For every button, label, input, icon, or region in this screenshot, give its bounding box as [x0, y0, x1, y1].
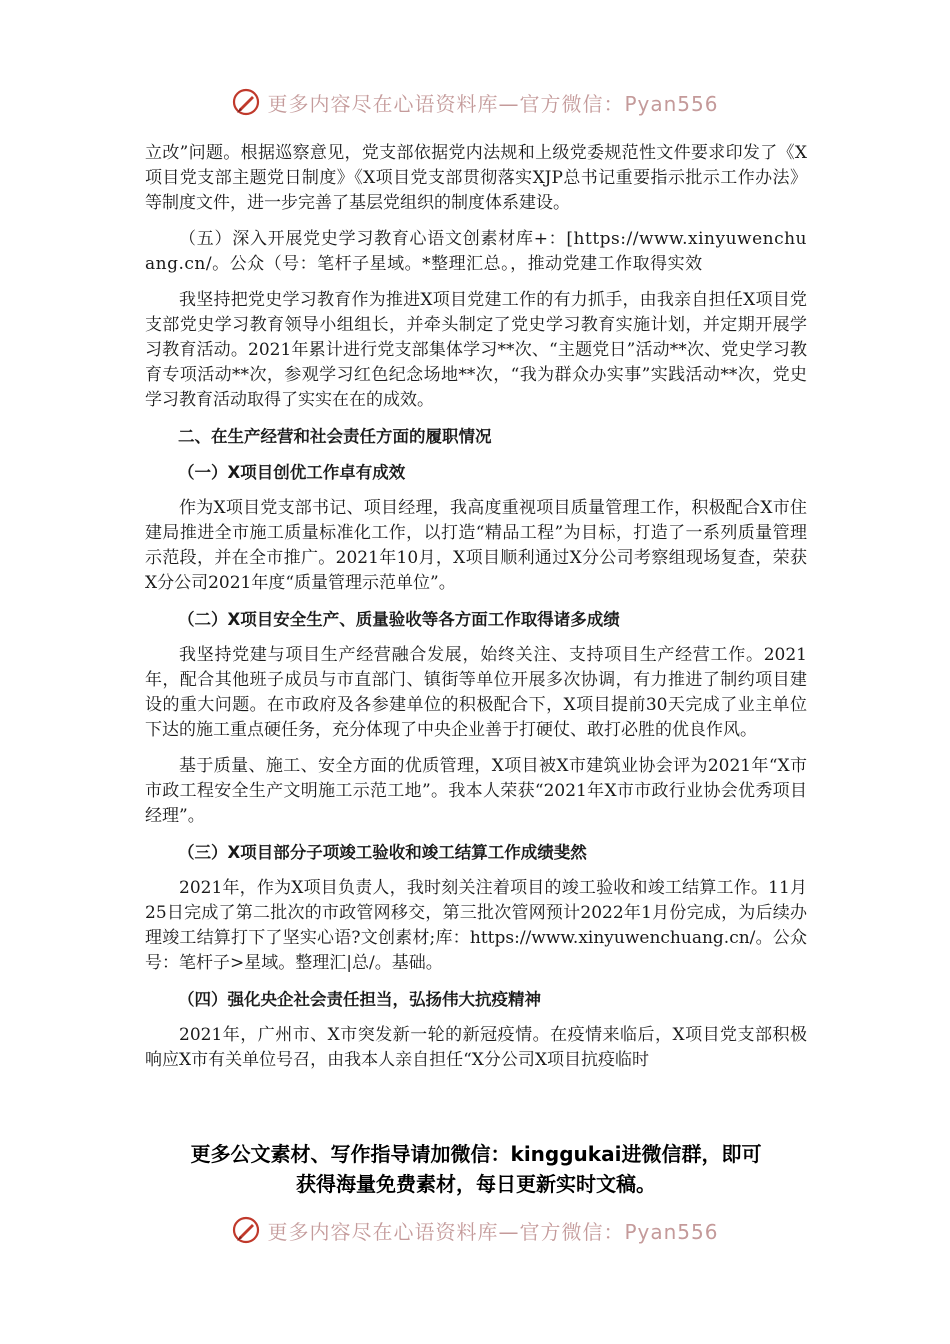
- paragraph-3: 我坚持把党史学习教育作为推进X项目党建工作的有力抓手，由我亲自担任X项目党支部党史学习教育领导小组组长，并牵头制定了党史学习教育实施计划，并定期开展学习教育活动。2021年累计进行党支部集体学习**次、“主题党日”活动**次、党史学习教育专项活动**次，参观学习红色纪念场地**次，“我为群众办实事”实践活动**次，党史学习教育活动取得了实实在在的成效。: [145, 290, 807, 410]
- subsection-3-heading: （三）X项目部分子项竣工验收和竣工结算工作成绩斐然: [178, 843, 587, 862]
- section-5-heading: （五）深入开展党史学习教育心语文创素材库+：[https://www.xinyuwenchuang.cn/。公众（号：笔杆子星域。*整理汇总。，推动党建工作取得实效: [145, 229, 807, 274]
- document-body: [145, 141, 807, 1084]
- paragraph-6: 基于质量、施工、安全方面的优质管理，X项目被X市建筑业协会评为2021年“X市市政工程安全生产文明施工示范工地”。我本人荣获“2021年X市市政行业协会优秀项目经理”。: [145, 756, 807, 826]
- paragraph-4: 作为X项目党支部书记、项目经理，我高度重视项目质量管理工作，积极配合X市住建局推进全市施工质量标准化工作，以打造“精品工程”为目标，打造了一系列质量管理示范段，并在全市推广。2021年10月，X项目顺利通过X分公司考察组现场复查，荣获X分公司2021年度“质量管理示范单位”。: [145, 498, 807, 593]
- wechat-promo-note: [145, 1139, 807, 1199]
- promo-line-1: 更多公文素材、写作指导请加微信：kinggukai进微信群，即可: [190, 1142, 762, 1166]
- bottom-banner: [0, 1210, 950, 1250]
- paragraph-8: 2021年，广州市、X市突发新一轮的新冠疫情。在疫情来临后，X项目党支部积极响应X市有关单位号召，由我本人亲自担任“X分公司X项目抗疫临时: [145, 1025, 807, 1070]
- subsection-2-heading: （二）X项目安全生产、质量验收等各方面工作取得诸多成绩: [178, 610, 620, 629]
- subsection-4-heading: （四）强化央企社会责任担当，弘扬伟大抗疫精神: [178, 990, 541, 1009]
- pen-logo-icon: [231, 1215, 261, 1245]
- top-banner-text: 更多内容尽在心语资料库—官方微信：Pyan556: [267, 91, 719, 116]
- bottom-banner-text: 更多内容尽在心语资料库—官方微信：Pyan556: [267, 1219, 719, 1244]
- top-banner: [0, 82, 950, 122]
- promo-line-2: 获得海量免费素材，每日更新实时文稿。: [296, 1172, 656, 1196]
- paragraph-1: 立改”问题。根据巡察意见，党支部依据党内法规和上级党委规范性文件要求印发了《X项目党支部主题党日制度》《X项目党支部贯彻落实XJP总书记重要指示批示工作办法》等制度文件，进一步完善了基层党组织的制度体系建设。: [145, 143, 807, 213]
- chapter-2-heading: 二、在生产经营和社会责任方面的履职情况: [178, 427, 492, 446]
- paragraph-7: 2021年，作为X项目负责人，我时刻关注着项目的竣工验收和竣工结算工作。11月25日完成了第二批次的市政管网移交，第三批次管网预计2022年1月份完成，为后续办理竣工结算打下了坚实心语?文创素材;库：https://www.xinyuwenchuang.cn/。公众号：笔杆子>星域。整理汇|总/。基础。: [145, 878, 807, 973]
- paragraph-5: 我坚持党建与项目生产经营融合发展，始终关注、支持项目生产经营工作。2021年，配合其他班子成员与市直部门、镇街等单位开展多次协调，有力推进了制约项目建设的重大问题。在市政府及各参建单位的积极配合下，X项目提前30天完成了业主单位下达的施工重点硬任务，充分体现了中央企业善于打硬仗、敢打必胜的优良作风。: [145, 645, 807, 740]
- pen-logo-icon: [231, 87, 261, 117]
- subsection-1-heading: （一）X项目创优工作卓有成效: [178, 463, 406, 482]
